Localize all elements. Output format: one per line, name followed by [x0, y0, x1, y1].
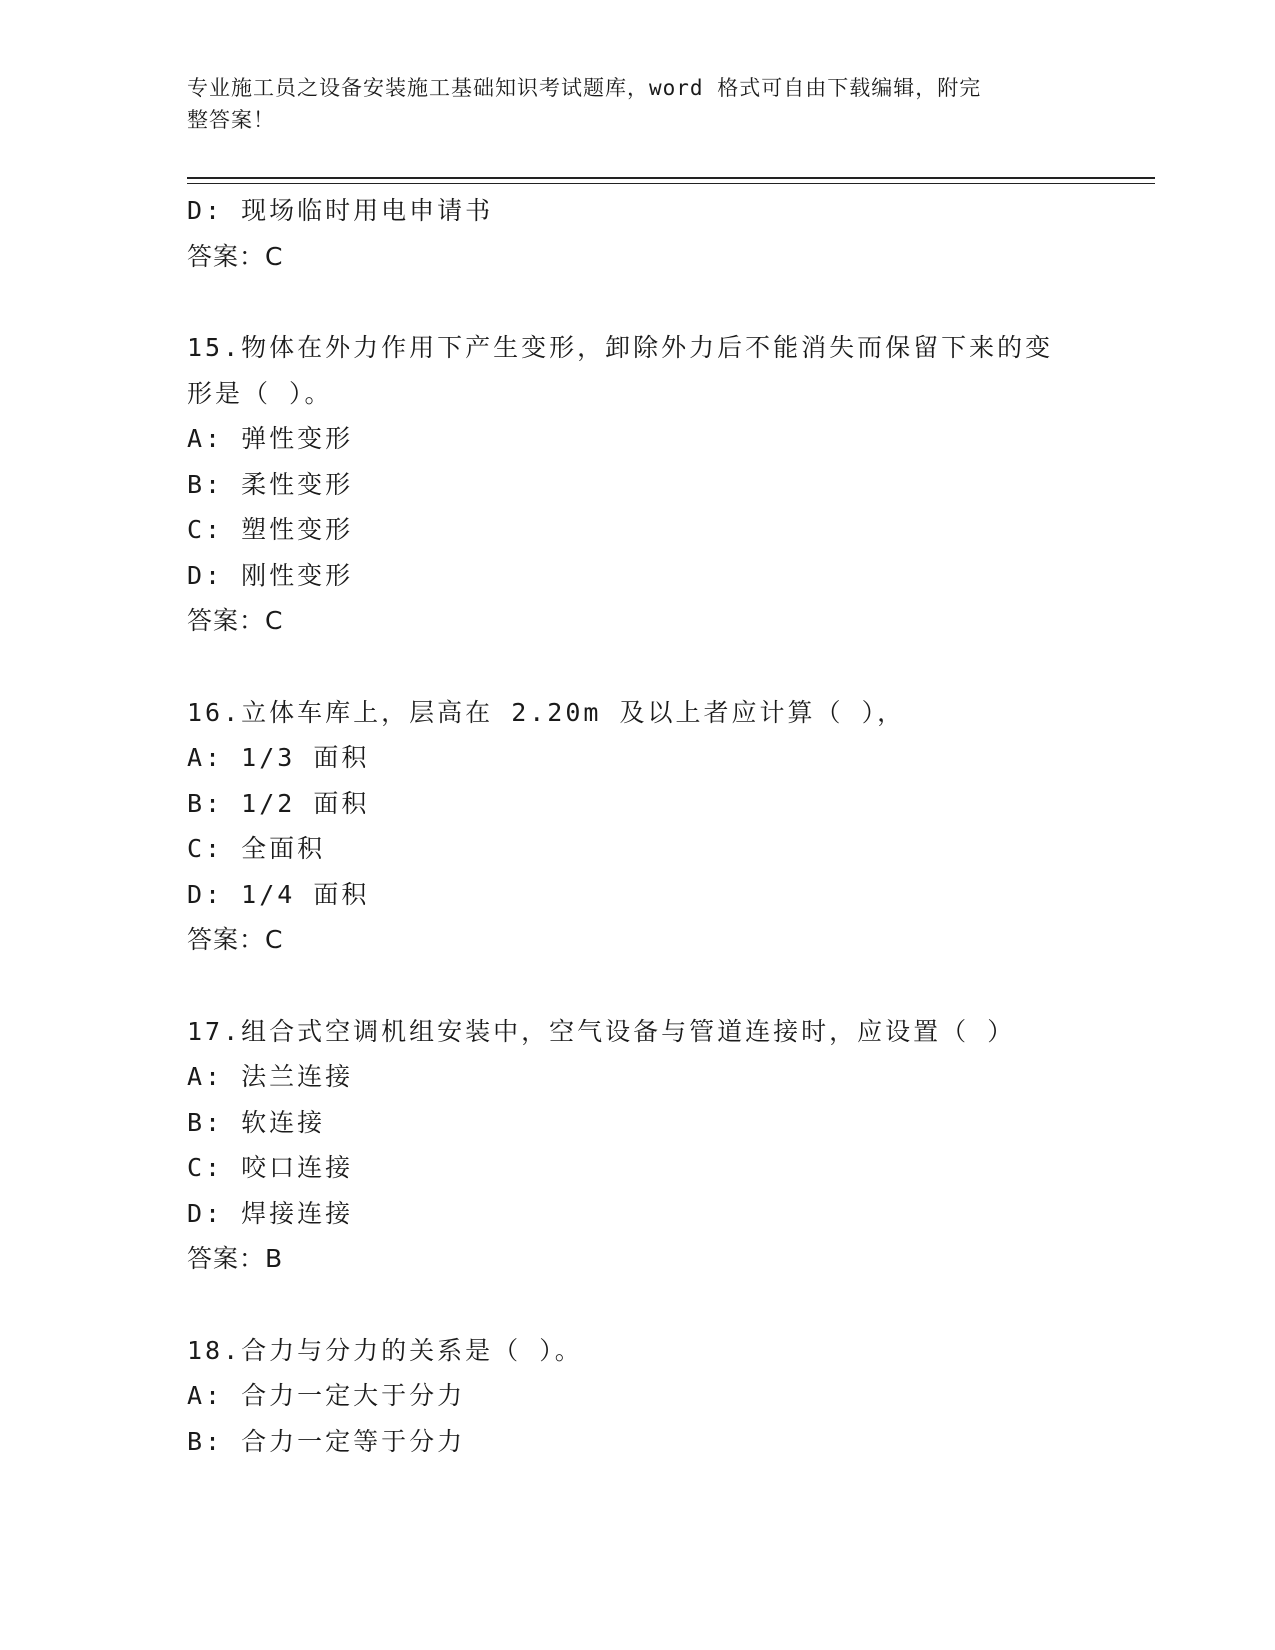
answer: 答案：C	[187, 606, 284, 635]
question-stem: 17.组合式空调机组安装中，空气设备与管道连接时，应设置（ ）	[187, 1016, 1016, 1046]
option-d: D: 刚性变形	[187, 560, 354, 590]
option-b: B: 柔性变形	[187, 469, 354, 499]
question-15	[187, 325, 1087, 644]
question-stem: 18.合力与分力的关系是（ ）。	[187, 1335, 583, 1365]
option-c: C: 全面积	[187, 834, 326, 863]
answer: 答案：B	[187, 1244, 284, 1273]
option-b: B: 合力一定等于分力	[187, 1426, 466, 1456]
option-a: A: 1/3 面积	[187, 743, 370, 772]
option-a: A: 合力一定大于分力	[187, 1381, 466, 1410]
option-b: B: 1/2 面积	[187, 788, 370, 818]
header-line-1: 专业施工员之设备安装施工基础知识考试题库，word 格式可自由下载编辑，附完	[187, 76, 982, 100]
option-b: B: 软连接	[187, 1107, 326, 1137]
question-stem: 16.立体车库上，层高在 2.20m 及以上者应计算（ ），	[187, 697, 906, 727]
option-c: C: 塑性变形	[187, 515, 354, 544]
option-d: D: 现场临时用电申请书	[187, 196, 494, 225]
question-stem-cont: 形是（ ）。	[187, 378, 333, 408]
question-16	[187, 690, 1087, 963]
question-17	[187, 1009, 1087, 1282]
option-a: A: 弹性变形	[187, 424, 354, 453]
header-divider-thin	[187, 183, 1155, 184]
question-stem: 15.物体在外力作用下产生变形，卸除外力后不能消失而保留下来的变	[187, 333, 1054, 362]
answer: 答案：C	[187, 241, 284, 271]
header-divider-thick	[187, 177, 1155, 179]
question-list	[187, 188, 1087, 1464]
option-d: D: 焊接连接	[187, 1198, 354, 1228]
answer: 答案：C	[187, 925, 284, 954]
option-d: D: 1/4 面积	[187, 879, 370, 909]
option-a: A: 法兰连接	[187, 1062, 354, 1091]
option-c: C: 咬口连接	[187, 1153, 354, 1182]
question-18	[187, 1328, 1087, 1465]
header-line-2: 整答案！	[187, 108, 275, 132]
document-header	[187, 72, 1067, 136]
